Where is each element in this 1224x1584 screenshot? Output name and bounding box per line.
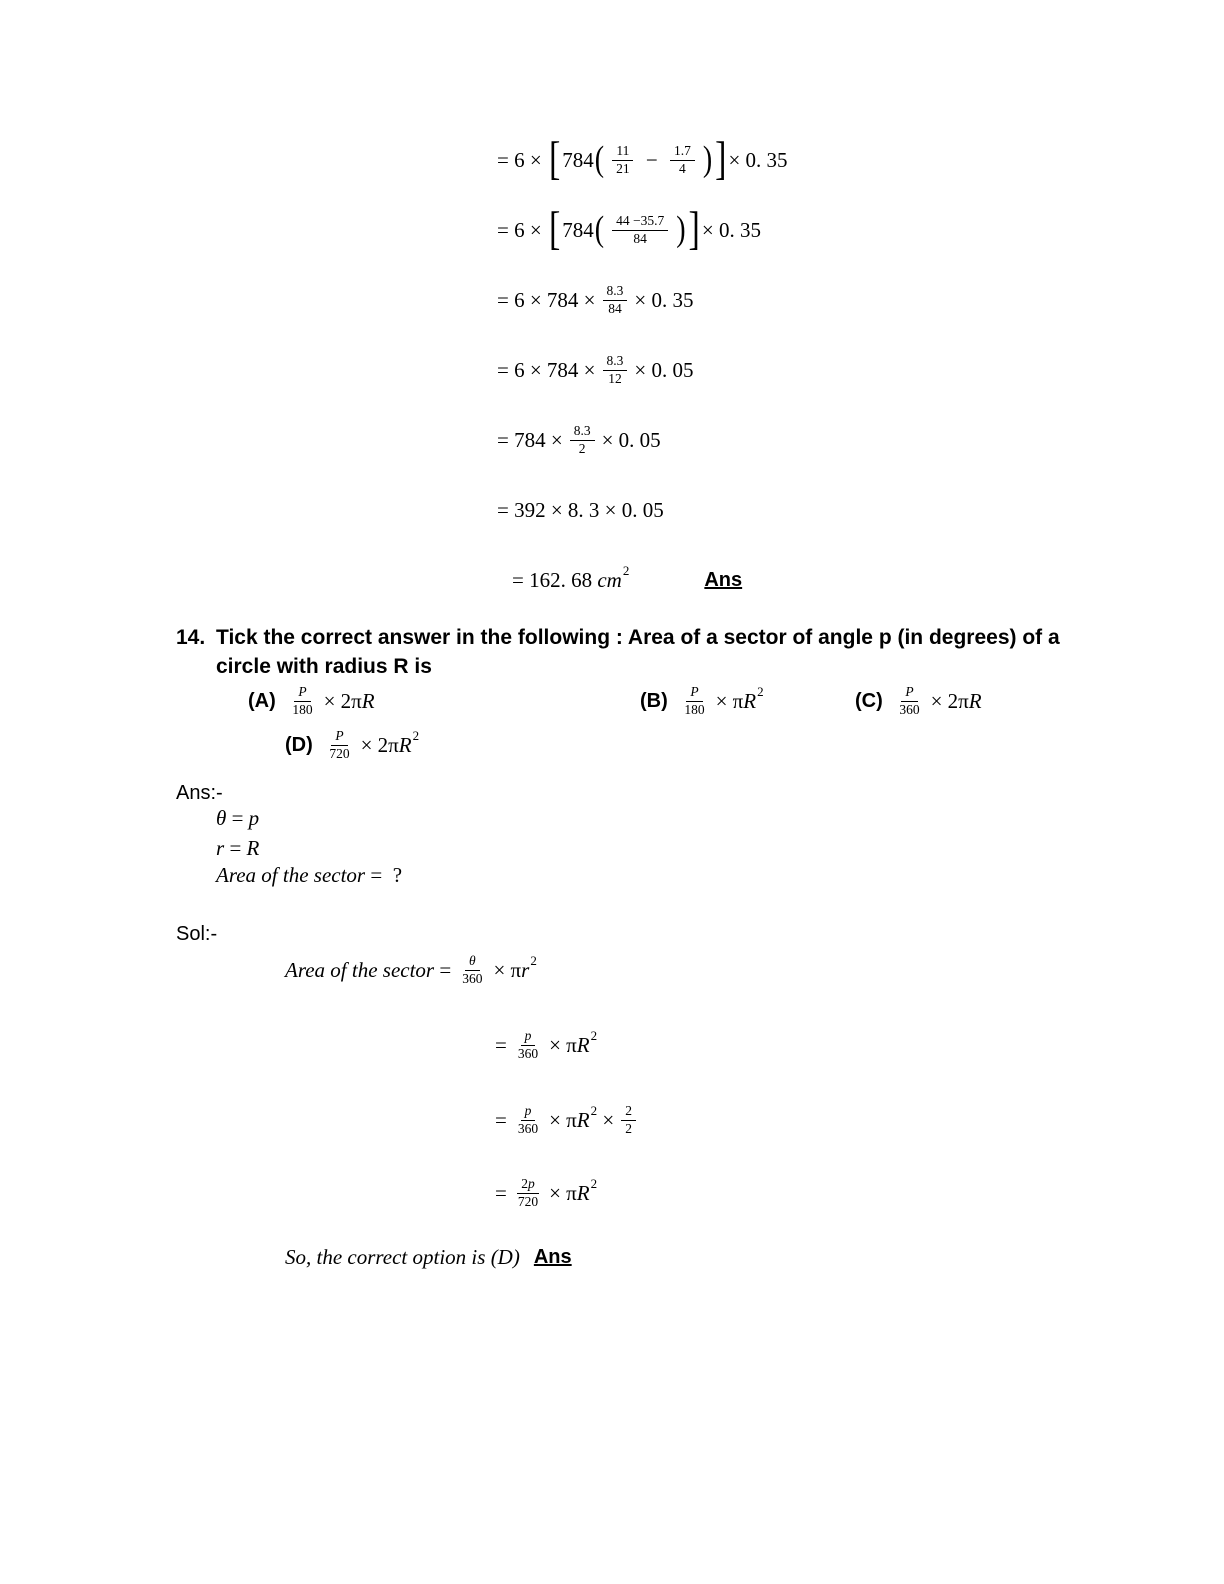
math-text: × 2π [360, 732, 399, 757]
math-text: 784 [562, 217, 594, 242]
fraction: $\frac{11}{21}$ [612, 143, 634, 178]
equation-line [497, 348, 788, 392]
bracket: ) [702, 139, 713, 180]
math-text: × π [715, 688, 744, 713]
given-radius [216, 836, 259, 861]
fraction: $\frac{44 -35.7}{84}$ [612, 213, 668, 248]
given-theta [216, 806, 259, 831]
equation-result-line [512, 558, 788, 602]
math-variable: R [968, 688, 982, 713]
option-label: (A) [248, 689, 282, 712]
math-variable: Area of the sector [285, 957, 435, 982]
math-variable: R [743, 688, 757, 713]
fraction: $\frac{P}{360}$ [899, 684, 920, 717]
math-text: = [434, 957, 452, 982]
conclusion-line [285, 1245, 572, 1270]
math-text: × π [549, 1180, 577, 1205]
superscript: 2 [412, 728, 420, 744]
math-text: × π [493, 957, 522, 982]
option-c [855, 684, 982, 719]
option-d [285, 728, 419, 763]
bracket: ) [676, 209, 686, 250]
bracket: [ [548, 133, 561, 185]
sol-prefix-label: Sol:- [176, 923, 218, 945]
superscript: 2 [590, 1176, 598, 1191]
math-text: = 6 × [497, 217, 547, 242]
math-text: = [495, 1107, 507, 1132]
math-text: × 0. 05 [634, 357, 694, 382]
math-variable: p [248, 806, 260, 830]
math-text: − [640, 147, 663, 172]
math-text: × 0. 35 [728, 147, 788, 172]
fraction: $\frac{8.3}{12}$ [603, 353, 628, 388]
math-text: = [495, 1180, 507, 1205]
math-variable: cm [597, 567, 622, 592]
math-text: = 6 × [497, 147, 547, 172]
math-text: × 2π [323, 688, 362, 713]
option-label: (D) [285, 733, 319, 756]
math-text: × 0. 35 [634, 287, 694, 312]
question-number: 14. [176, 626, 206, 649]
math-text: = 162. 68 [512, 567, 598, 592]
solution-line [495, 1171, 597, 1215]
equation-line [497, 488, 788, 532]
math-text: = 6 × 784 × [497, 287, 596, 312]
math-variable: r [521, 957, 530, 982]
math-variable: R [576, 1107, 590, 1132]
math-text: = [495, 1032, 507, 1057]
equation-line [497, 133, 788, 185]
superscript: 2 [530, 953, 537, 968]
math-text: 784 [562, 147, 594, 172]
math-variable: R [576, 1032, 590, 1057]
bracket: ( [594, 209, 605, 250]
fraction: $\frac{p}{360}$ [517, 1102, 539, 1136]
fraction: $\frac{1.7}{4}$ [670, 143, 695, 178]
fraction: $\frac{p}{360}$ [517, 1027, 539, 1061]
equation-line [497, 278, 788, 322]
math-variable: So, the correct option is (D) [285, 1245, 520, 1269]
fraction: $\frac{8.3}{84}$ [603, 283, 628, 318]
solution-line [495, 1023, 597, 1067]
superscript: 2 [622, 563, 630, 578]
fraction: $\frac{P}{180}$ [292, 684, 313, 717]
math-variable: R [246, 836, 260, 860]
math-text: × 2π [930, 688, 969, 713]
math-variable: Area of the sector [216, 863, 366, 887]
option-b [640, 684, 764, 719]
fraction: $\frac{8.3}{2}$ [570, 423, 595, 458]
equation-line [497, 203, 788, 255]
question-text: Tick the correct answer in the following : Area of a sector of angle p (in degrees) of a circle with radius R is [216, 626, 1060, 679]
bracket: ( [594, 139, 605, 180]
worked-solution-steps [497, 133, 788, 628]
superscript: 2 [590, 1103, 598, 1118]
math-text: = 6 × 784 × [497, 357, 596, 382]
option-label: (B) [640, 689, 674, 712]
math-variable: r [216, 836, 225, 860]
option-label: (C) [855, 689, 889, 712]
ans-prefix-label: Ans:- [176, 782, 223, 804]
superscript: 2 [757, 684, 764, 700]
fraction: $\frac{\theta}{360}$ [462, 952, 483, 986]
math-text: = [226, 806, 249, 830]
ans-marker: Ans [533, 1246, 572, 1268]
superscript: 2 [590, 1028, 598, 1043]
math-variable: R [398, 732, 412, 757]
fraction: $\frac{2p}{720}$ [517, 1175, 539, 1209]
math-variable: R [576, 1180, 590, 1205]
math-variable: R [361, 688, 375, 713]
fraction: $\frac{P}{180}$ [684, 684, 705, 717]
math-text: × π [549, 1032, 577, 1057]
solution-line [495, 1098, 643, 1142]
question-14 [176, 623, 1086, 682]
solution-line [285, 948, 537, 992]
equation-line [497, 418, 788, 462]
math-text: × π [549, 1107, 577, 1132]
math-text: = ? [365, 863, 403, 887]
bracket: ] [688, 203, 700, 255]
math-text: = [224, 836, 247, 860]
option-a [248, 684, 375, 719]
bracket: [ [548, 203, 561, 255]
given-area-question [216, 863, 402, 888]
question-row [176, 623, 1086, 682]
bracket: ] [715, 133, 727, 185]
fraction: $\frac{P}{720}$ [329, 728, 350, 761]
math-variable: θ [216, 806, 227, 830]
math-text: × 0. 35 [701, 217, 761, 242]
math-text: × [597, 1107, 615, 1132]
math-text: × 0. 05 [601, 427, 661, 452]
math-text: = 392 × 8. 3 × 0. 05 [497, 497, 664, 522]
math-text: = 784 × [497, 427, 563, 452]
fraction: $\frac{2}{2}$ [621, 1103, 636, 1138]
ans-marker: Ans [704, 568, 743, 591]
